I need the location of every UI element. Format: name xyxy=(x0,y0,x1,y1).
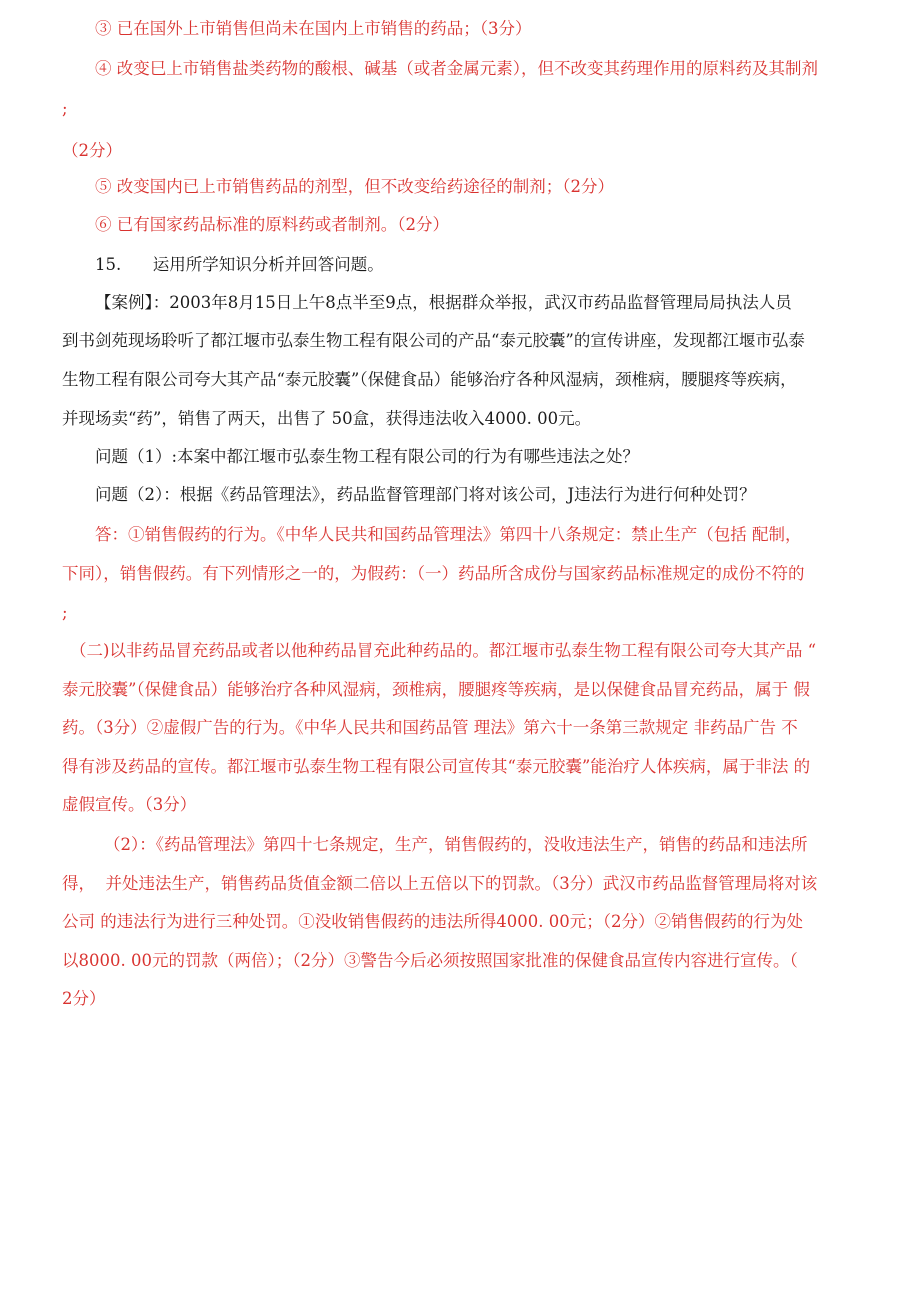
answer-2-line-4: 以8000. 00元的罚款（两倍）；（2分）③警告今后必须按照国家批准的保健食品宣传内容进行宣传。（ xyxy=(62,951,798,970)
answer-item-4: ④ 改变巳上市销售盐类药物的酸根、碱基（或者金属元素），但不改变其药理作用的原料药及其制剂 xyxy=(95,59,818,78)
answer-item-4-semicolon: ; xyxy=(62,99,68,118)
question-2: 问题（2）：根据《药品管理法》，药品监督管理部门将对该公司，J违法行为进行何种处罚？ xyxy=(95,485,756,504)
answer-line-7: 得有涉及药品的宣传。都江堰市弘泰生物工程有限公司宣传其“泰元胶囊”能治疗人体疾病，属于非法 的 xyxy=(62,757,811,776)
answer-line-6: 药。（3分）②虚假广告的行为。《中华人民共和国药品管 理法》第六十一条第三款规定 非药品广告 不 xyxy=(62,718,798,737)
answer-line-8: 虚假宣传。（3分） xyxy=(62,795,197,814)
question-1: 问题（1）:本案中都江堰市弘泰生物工程有限公司的行为有哪些违法之处？ xyxy=(95,447,640,466)
answer-item-5: ⑤ 改变国内已上市销售药品的剂型，但不改变给药途径的制剂；（2分） xyxy=(95,177,614,196)
answer-2-line-5: 2分） xyxy=(62,989,106,1008)
answer-2-line-2: 得， 并处违法生产，销售药品货值金额二倍以上五倍以下的罚款。（3分）武汉市药品监督管理局将对该 xyxy=(62,874,818,893)
answer-line-3: ; xyxy=(62,603,68,622)
answer-item-4-score: （2分） xyxy=(62,141,122,160)
answer-2-line-3: 公司 的违法行为进行三种处罚。①没收销售假药的违法所得4000. 00元；（2分）②销售假药的行为处 xyxy=(62,912,803,931)
case-paragraph-line-4: 并现场卖“药”，销售了两天，出售了 50盒，获得违法收入4000. 00元。 xyxy=(62,409,592,428)
case-paragraph-line-2: 到书剑苑现场聆听了都江堰市弘泰生物工程有限公司的产品“泰元胶囊”的宣传讲座，发现都江堰市弘泰 xyxy=(62,331,805,350)
answer-item-6: ⑥ 已有国家药品标准的原料药或者制剂。（2分） xyxy=(95,215,449,234)
answer-line-5: 泰元胶囊”（保健食品）能够治疗各种风湿病，颈椎病，腰腿疼等疾病，是以保健食品冒充药品，属于 假 xyxy=(62,680,810,699)
answer-line-1: 答：①销售假药的行为。《中华人民共和国药品管理法》第四十八条规定：禁止生产（包括 配制， xyxy=(95,525,802,544)
answer-line-4: （二)以非药品冒充药品或者以他种药品冒充此种药品的。都江堰市弘泰生物工程有限公司夸大其产品 “ xyxy=(70,641,817,660)
case-paragraph-line-3: 生物工程有限公司夸大其产品“泰元胶囊”（保健食品）能够治疗各种风湿病，颈椎病，腰腿疼等疾病， xyxy=(62,370,797,389)
answer-item-3: ③ 已在国外上市销售但尚未在国内上市销售的药品；（3分） xyxy=(95,19,532,38)
case-paragraph-line-1: 【案例】：2003年8月15日上午8点半至9点，根据群众举报，武汉市药品监督管理局局执法人员 xyxy=(95,293,792,312)
answer-line-2: 下同），销售假药。有下列情形之一的，为假药：（一）药品所含成份与国家药品标准规定的成份不符的 xyxy=(62,564,805,583)
question-15-title: 15. 运用所学知识分析并回答问题。 xyxy=(95,255,384,274)
answer-2-line-1: （2）：《药品管理法》第四十七条规定，生产，销售假药的，没收违法生产，销售的药品和违法所 xyxy=(104,835,808,854)
